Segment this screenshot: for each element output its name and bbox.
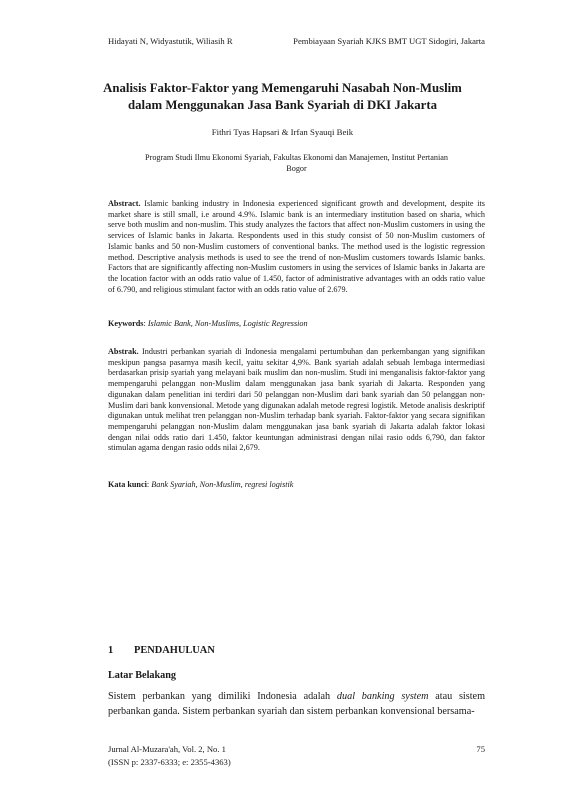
keywords-separator: : [143, 319, 148, 328]
section-title: PENDAHULUAN [134, 645, 215, 656]
kata-kunci-separator: : [146, 480, 152, 489]
kata-kunci-label: Kata kunci [108, 480, 147, 489]
abstrak-text: Industri perbankan syariah di Indonesia mengalami pertumbuhan dan perkembangan yang signifikan meskipun pangsa pasarnya masih kecil, yaitu sekitar 4,9%. Bank syariah adalah sebuah lembaga intermediasi berdasarkan prisip syariah yang melayani baik muslim dan non-muslim. Studi ini menganalisis faktor-faktor yang mempengaruhi pelanggan non-Muslim dalam menggunakan jasa bank syariah di Jakarta. Responden yang digunakan dalam penelitian ini terdiri dari 50 pelanggan non-Muslim dari bank syariah dan 50 pelanggan non-Muslim dari bank konvensional. Metode yang digunakan adalah metode regresi logistik. Metode analisis deskriptif digunakan untuk melihat tren pelanggan non-Muslim terhadap bank syariah. Faktor-faktor yang secara signifikan mempengaruhi pelanggan non-Muslim dalam menggunakan jasa bank syariah di Jakarta adalah faktor lokasi dengan nilai odds ratio dari 1.450, faktor keuntungan administrasi dengan nilai rasio odds 6,790, dan faktor stimulan agama dengan rasio odds nilai 2,679. [108, 347, 485, 453]
title-line-1: Analisis Faktor-Faktor yang Memengaruhi Nasabah Non-Muslim [103, 81, 462, 95]
running-header [108, 36, 485, 46]
keywords-text: Islamic Bank, Non-Muslims, Logistic Regression [147, 319, 308, 328]
kata-kunci-text: Bank Syariah, Non-Muslim, regresi logistik [151, 480, 294, 489]
page-footer [108, 743, 485, 769]
title-line-2: dalam Menggunakan Jasa Bank Syariah di DKI Jakarta [128, 98, 437, 112]
subsection-heading: Latar Belakang [108, 670, 177, 681]
footer-issn: (ISSN p: 2337-6333; e: 2355-4363) [108, 757, 231, 767]
body-text-start: Sistem perbankan yang dimiliki Indonesia adalah [108, 691, 337, 702]
author-list: Fithri Tyas Hapsari & Irfan Syauqi Beik [211, 127, 354, 137]
keywords [108, 319, 485, 328]
affiliation-line-2: Bogor [286, 164, 307, 173]
header-authors: Hidayati N, Widyastutik, Wiliasih R [108, 36, 233, 46]
abstract-english [108, 199, 485, 295]
abstract-label: Abstract. [108, 199, 141, 208]
footer-journal: Jurnal Al-Muzara'ah, Vol. 2, No. 1 [108, 744, 226, 754]
section-heading [108, 645, 215, 656]
page-number: 75 [476, 744, 485, 754]
body-paragraph [108, 689, 485, 719]
abstract-text: Islamic banking industry in Indonesia experienced significant growth and development, despite its market share is still small, i.e around 4.9%. Islamic bank is an intermediary institution based on sharia, which serve both muslim and non-muslim. This study analyzes the factors that affect non-Muslim customers in using the services of Islamic banks in Jakarta. Respondents used in this study consist of 50 non-Muslim customers of Islamic banks and 50 non-Muslim customers of conventional banks. The method used is the logistic regression method. Descriptive analysis methods is used to see the trend of non-Muslim customers towards Islamic banks. Factors that are significantly affecting non-Muslim customers in using the services of Islamic banks in Jakarta are the location factor with an odds ratio value of 1.450, factor of administrative advantages with an odds ratio value of 6.790, and religious stimulant factor with an odds ratio value of 2.679. [108, 199, 485, 294]
affiliation [108, 152, 485, 174]
paper-title [80, 80, 485, 114]
body-text-italic: dual banking system [336, 691, 429, 702]
abstract-indonesian [108, 347, 485, 454]
kata-kunci [108, 480, 485, 489]
section-number: 1 [108, 645, 114, 656]
affiliation-line-1: Program Studi Ilmu Ekonomi Syariah, Fakultas Ekonomi dan Manajemen, Institut Pertanian [145, 153, 448, 162]
header-short-title: Pembiayaan Syariah KJKS BMT UGT Sidogiri, Jakarta [293, 36, 485, 46]
keywords-label: Keywords [108, 319, 144, 328]
body-text-end: atau sistem perbankan ganda. Sistem perbankan syariah dan sistem perbankan konvensional bersama- [108, 691, 485, 717]
abstrak-label: Abstrak. [108, 347, 139, 356]
